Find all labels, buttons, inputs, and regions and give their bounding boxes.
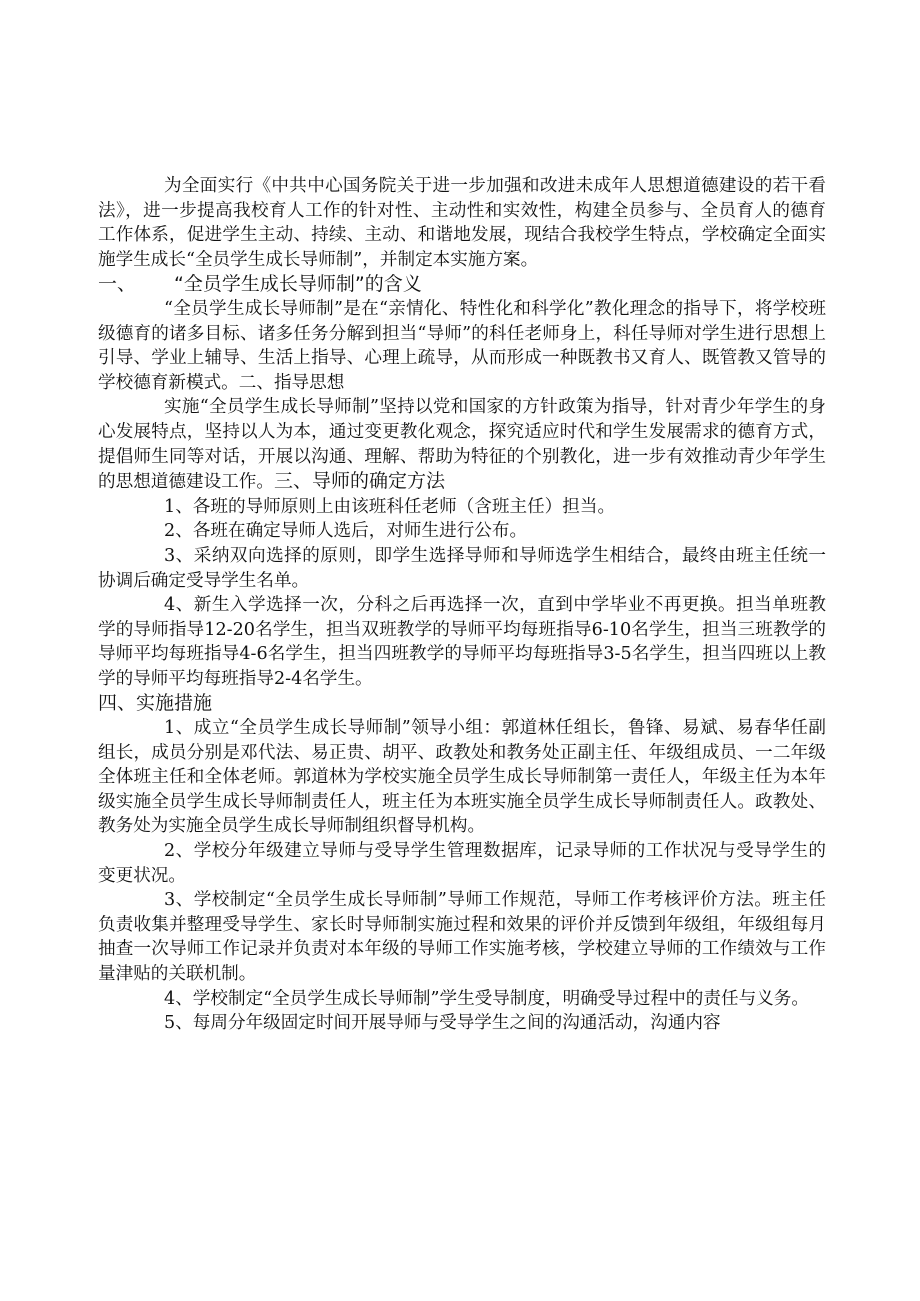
section-3-heading: 三、导师的确定方法 (273, 470, 445, 493)
section-3-item-2: 2、各班在确定导师人选后，对师生进行公布。 (164, 521, 528, 542)
section-1-title: “全员学生成长导师制”的含义 (174, 273, 422, 296)
section-4-item-1: 1、成立“全员学生成长导师制”领导小组：郭道林任组长，鲁锋、易斌、易春华任副组长，成员分别是邓代法、易正贵、胡平、政教处和教务处正副主任、年级组成员、一二年级全体班主任和全体老师。郭道林为学校实施全员学生成长导师制第一责任人，年级主任为本年级实施全员学生成长导师制责任人，班主任为本班实施全员学生成长导师制责任人。政教处、教务处为实施全员学生成长导师制组织督导机构。 (98, 718, 826, 837)
intro-paragraph: 为全面实行《中共中心国务院关于进一步加强和改进未成年人思想道德建设的若干看法》，进一步提高我校育人工作的针对性、主动性和实效性，构建全员参与、全员育人的德育工作体系，促进学生主动、持续、主动、和谐地发展，现结合我校学生特点，学校确定全面实施学生成长“全员学生成长导师制”，并制定本实施方案。 (98, 176, 826, 270)
document-page (98, 174, 826, 1036)
section-2-heading: 二、指导思想 (238, 372, 345, 393)
section-1-body: “全员学生成长导师制”是在“亲情化、特性化和科学化”教化理念的指导下，将学校班级德育的诸多目标、诸多任务分解到担当“导师”的科任老师身上，科任导师对学生进行思想上引导、学业上辅导、生活上指导、心理上疏导，从而形成一种既教书又育人、既管教又管导的学校德育新模式。 (98, 298, 826, 393)
section-1-number: 一、 (98, 273, 137, 296)
section-3-item-1: 1、各班的导师原则上由该班科任老师（含班主任）担当。 (164, 496, 616, 517)
section-4-item-4: 4、学校制定“全员学生成长导师制”学生受导制度，明确受导过程中的责任与义务。 (164, 988, 809, 1009)
section-4-heading: 四、实施措施 (98, 692, 213, 715)
section-3-item-4: 4、新生入学选择一次，分科之后再选择一次，直到中学毕业不再更换。担当单班教学的导师指导12-20名学生，担当双班教学的导师平均每班指导6-10名学生，担当三班教学的导师平均每班指导4-6名学生，担当四班教学的导师平均每班指导3-5名学生，担当四班以上教学的导师平均每班指导2-4名学生。 (98, 595, 826, 689)
section-4-item-3: 3、学校制定“全员学生成长导师制”导师工作规范，导师工作考核评价方法。班主任负责收集并整理受导学生、家长时导师制实施过程和效果的评价并反馈到年级组，年级组每月抽查一次导师工作记录并负责对本年级的导师工作实施考核，学校建立导师的工作绩效与工作量津贴的关联机制。 (98, 890, 826, 984)
section-4-item-2: 2、学校分年级建立导师与受导学生管理数据库，记录导师的工作状况与受导学生的变更状况。 (98, 841, 826, 886)
section-2-paragraph (98, 395, 826, 494)
section-1-paragraph (98, 297, 826, 395)
section-3-item-3: 3、采纳双向选择的原则，即学生选择导师和导师选学生相结合，最终由班主任统一协调后确定受导学生名单。 (98, 545, 826, 591)
section-4-item-5: 5、每周分年级固定时间开展导师与受导学生之间的沟通活动，沟通内容 (164, 1013, 721, 1034)
section-2-body: 实施“全员学生成长导师制”坚持以党和国家的方针政策为指导，针对青少年学生的身心发展特点，坚持以人为本，通过变更教化观念，探究适应时代和学生发展需求的德育方式，提倡师生同等对话，开展以沟通、理解、帮助为特征的个别教化，进一步有效推动青少年学生的思想道德建设工作。 (98, 397, 826, 493)
section-1-heading (98, 272, 826, 297)
